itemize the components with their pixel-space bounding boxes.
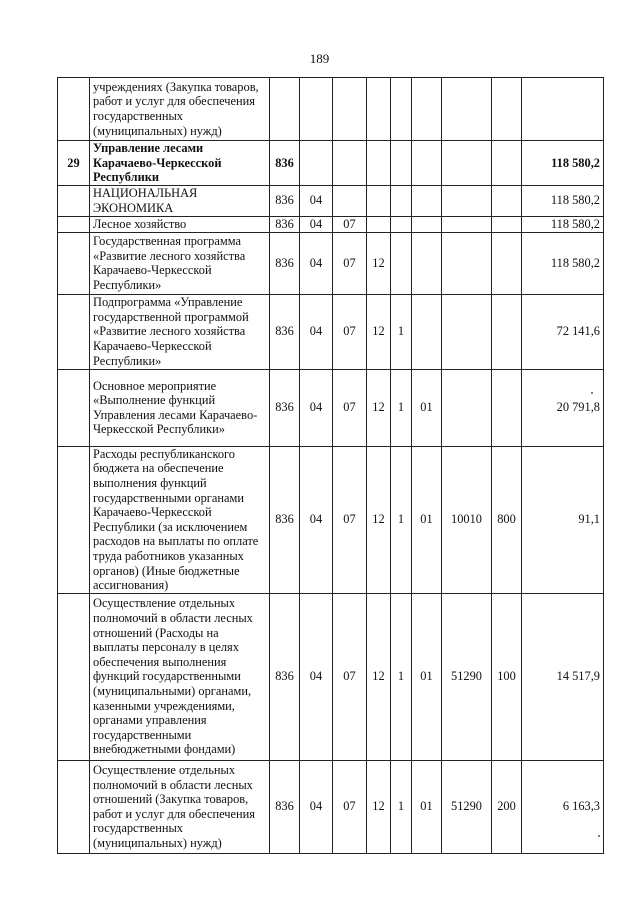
code-subsection: 07 [333, 446, 367, 593]
row-number [58, 78, 90, 141]
code-subprogram [391, 141, 412, 186]
code-measure [412, 232, 442, 294]
row-amount: 118 580,2 [522, 216, 604, 232]
code-expense-type [492, 294, 522, 369]
code-program: 12 [367, 593, 391, 760]
table-row [58, 369, 604, 446]
code-grbs: 836 [270, 760, 300, 853]
code-section: 04 [300, 185, 333, 216]
code-measure [412, 216, 442, 232]
code-program [367, 216, 391, 232]
code-section: 04 [300, 294, 333, 369]
code-expense-type [492, 141, 522, 186]
code-subprogram [391, 232, 412, 294]
code-direction: 51290 [442, 593, 492, 760]
scan-speck [598, 835, 600, 837]
row-amount: 72 141,6 [522, 294, 604, 369]
row-amount: 118 580,2 [522, 232, 604, 294]
row-amount: 14 517,9 [522, 593, 604, 760]
code-measure: 01 [412, 446, 442, 593]
code-expense-type: 100 [492, 593, 522, 760]
code-subsection: 07 [333, 294, 367, 369]
row-number [58, 446, 90, 593]
table-row [58, 760, 604, 853]
code-section [300, 141, 333, 186]
row-amount: 6 163,3 [522, 760, 604, 853]
table-row [58, 593, 604, 760]
code-expense-type: 800 [492, 446, 522, 593]
row-number [58, 760, 90, 853]
code-subsection: 07 [333, 232, 367, 294]
code-measure: 01 [412, 369, 442, 446]
code-direction [442, 216, 492, 232]
code-section: 04 [300, 760, 333, 853]
row-amount: 118 580,2 [522, 185, 604, 216]
table-row [58, 141, 604, 186]
code-measure [412, 141, 442, 186]
row-name: Государственная программа «Развитие лесного хозяйства Карачаево-Черкесской Республики» [90, 232, 270, 294]
row-name: Осуществление отдельных полномочий в области лесных отношений (Расходы на выплаты персоналу в целях обеспечения выполнения функций государственными (муниципальными) органами, казенными учреждениями, органами управления государственными внебюджетными фондами) [90, 593, 270, 760]
row-number: 29 [58, 141, 90, 186]
row-name: Основное мероприятие «Выполнение функций Управления лесами Карачаево-Черкесской Республики» [90, 369, 270, 446]
code-subprogram: 1 [391, 369, 412, 446]
code-grbs: 836 [270, 141, 300, 186]
row-number [58, 232, 90, 294]
table-row [58, 294, 604, 369]
code-program: 12 [367, 446, 391, 593]
code-grbs [270, 78, 300, 141]
code-measure [412, 294, 442, 369]
code-section: 04 [300, 369, 333, 446]
code-subsection [333, 141, 367, 186]
code-grbs: 836 [270, 593, 300, 760]
code-subsection [333, 185, 367, 216]
code-grbs: 836 [270, 216, 300, 232]
code-section: 04 [300, 232, 333, 294]
table-row [58, 78, 604, 141]
row-number [58, 185, 90, 216]
code-program [367, 78, 391, 141]
code-expense-type [492, 216, 522, 232]
row-name: Лесное хозяйство [90, 216, 270, 232]
row-name: Подпрограмма «Управление государственной программой «Развитие лесного хозяйства Карачаево-Черкесской Республики» [90, 294, 270, 369]
code-subsection: 07 [333, 760, 367, 853]
code-program: 12 [367, 760, 391, 853]
code-program: 12 [367, 369, 391, 446]
code-program [367, 141, 391, 186]
page-number: 189 [309, 51, 330, 66]
row-name: учреждениях (Закупка товаров, работ и услуг для обеспечения государственных (муниципальных) нужд) [90, 78, 270, 141]
code-subprogram: 1 [391, 760, 412, 853]
code-section: 04 [300, 593, 333, 760]
code-subprogram: 1 [391, 446, 412, 593]
row-number [58, 593, 90, 760]
row-name: Осуществление отдельных полномочий в области лесных отношений (Закупка товаров, работ и услуг для обеспечения государственных (муниципальных) нужд) [90, 760, 270, 853]
code-subprogram [391, 216, 412, 232]
table-row [58, 232, 604, 294]
code-grbs: 836 [270, 294, 300, 369]
row-number [58, 216, 90, 232]
code-direction [442, 141, 492, 186]
code-program: 12 [367, 232, 391, 294]
code-direction: 51290 [442, 760, 492, 853]
code-section: 04 [300, 446, 333, 593]
code-subprogram: 1 [391, 294, 412, 369]
code-subsection: 07 [333, 593, 367, 760]
row-number [58, 294, 90, 369]
code-program [367, 185, 391, 216]
budget-table [57, 77, 604, 854]
code-expense-type [492, 78, 522, 141]
code-grbs: 836 [270, 369, 300, 446]
code-expense-type [492, 185, 522, 216]
code-subprogram [391, 78, 412, 141]
row-name: Управление лесами Карачаево-Черкесской Республики [90, 141, 270, 186]
code-section [300, 78, 333, 141]
code-measure: 01 [412, 593, 442, 760]
table-row [58, 216, 604, 232]
table-row [58, 185, 604, 216]
code-subsection: 07 [333, 369, 367, 446]
code-subprogram [391, 185, 412, 216]
code-direction [442, 369, 492, 446]
code-subsection: 07 [333, 216, 367, 232]
table-row [58, 446, 604, 593]
code-measure [412, 78, 442, 141]
code-expense-type [492, 369, 522, 446]
row-amount: 91,1 [522, 446, 604, 593]
code-measure: 01 [412, 760, 442, 853]
code-direction [442, 185, 492, 216]
row-number [58, 369, 90, 446]
code-subprogram: 1 [391, 593, 412, 760]
code-direction [442, 78, 492, 141]
code-grbs: 836 [270, 185, 300, 216]
code-grbs: 836 [270, 446, 300, 593]
code-direction [442, 294, 492, 369]
code-program: 12 [367, 294, 391, 369]
scan-speck [591, 392, 593, 394]
code-direction [442, 232, 492, 294]
code-grbs: 836 [270, 232, 300, 294]
row-amount: 118 580,2 [522, 141, 604, 186]
row-name: НАЦИОНАЛЬНАЯ ЭКОНОМИКА [90, 185, 270, 216]
code-section: 04 [300, 216, 333, 232]
code-subsection [333, 78, 367, 141]
code-measure [412, 185, 442, 216]
code-expense-type [492, 232, 522, 294]
row-amount [522, 78, 604, 141]
row-name: Расходы республиканского бюджета на обеспечение выполнения функций государственными органами Карачаево-Черкесской Республики (за исключением расходов на выплаты по оплате труда работников указанных органов) (Иные бюджетные ассигнования) [90, 446, 270, 593]
code-expense-type: 200 [492, 760, 522, 853]
code-direction: 10010 [442, 446, 492, 593]
row-amount: 20 791,8 [522, 369, 604, 446]
